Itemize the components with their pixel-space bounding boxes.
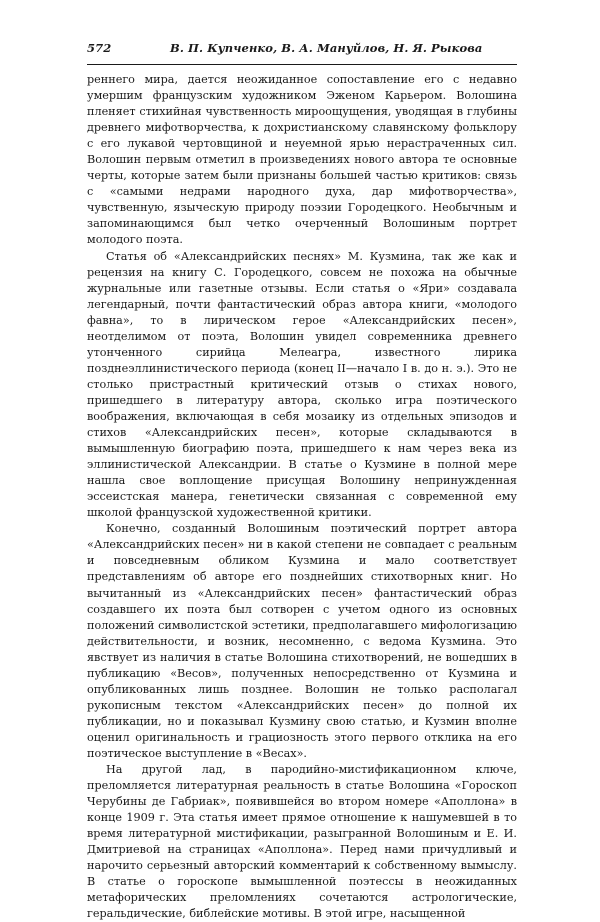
page-number: 572 — [87, 41, 112, 55]
header-rule — [87, 64, 517, 65]
running-head — [87, 41, 517, 61]
paragraph: реннего мира, дается неожиданное сопоставление его с недавно умершим французским художником Эженом Карьером. Волошина пленяет стихийная чувственность мироощущения, уводящая в глубины древнего мифотворчества, к дохристианскому славянскому фольклору с его лукавой чертовщиной и неуемной ярью нерастраченных сил. Волошин первым отметил в произведениях нового автора те основные черты, которые затем были признаны большей частью критиков: связь с «самыми недрами народного духа, дар мифотворчества», чувственную, языческую природу поэзии Городецкого. Необычным и запоминающимся был четко очерченный Волошиным портрет молодого поэта. — [87, 73, 517, 247]
paragraph: Статья об «Александрийских песнях» М. Кузмина, так же как и рецензия на книгу С. Городецкого, совсем не похожа на обычные журнальные или газетные отзывы. Если статья о «Яри» создавала легендарный, почти фантастический образ автора книги, «молодого фавна», то в лирическом герое «Александрийских песен», неотделимом от поэта, Волошин увидел современника древнего утонченного сирийца Мелеагра, известного лирика позднеэллинистического периода (конец II—начало I в. до н. э.). Это не столько пристрастный критический отзыв о стихах нового, пришедшего в литературу автора, сколько игра поэтического воображения, включающая в себя мозаику из отдельных эпизодов и стихов «Александрийских песен», которые складываются в вымышленную биографию поэта, пришедшего к нам через века из эллинистической Александрии. В статье о Кузмине в полной мере нашла свое воплощение присущая Волошину непринужденная эссеистская манера, генетически связанная с современной ему школой французской художественной критики. — [87, 249, 517, 520]
running-head-authors: В. П. Купченко, В. А. Мануйлов, Н. Я. Рыкова — [170, 41, 483, 55]
paragraph: На другой лад, в пародийно-мистификационном ключе, преломляется литературная реальность в статье Волошина «Гороскоп Черубины де Габриак», появившейся во втором номере «Аполлона» в конце 1909 г. Эта статья имеет прямое отношение к нашумевшей в то время литературной мистификации, разыгранной Волошиным и Е. И. Дмитриевой на страницах «Аполлона». Перед нами причудливый и нарочито серьезный авторский комментарий к собственному вымыслу. В статье о гороскопе вымышленной поэтессы в неожиданных метафорических преломлениях сочетаются астрологические, геральдические, библейские мотивы. В этой игре, насыщенной — [87, 763, 517, 921]
body-text — [87, 72, 517, 922]
paragraph: Конечно, созданный Волошиным поэтический портрет автора «Александрийских песен» ни в какой степени не совпадает с реальным и повседневным обликом Кузмина и мало соответствует представлениям об авторе его позднейших стихотворных книг. Но вычитанный из «Александрийских песен» фантастический образ создавшего их поэта был сотворен с учетом одного из основных положений символистской эстетики, предполагавшего мифологизацию действительности, и возник, несомненно, с ведома Кузмина. Это явствует из наличия в статье Волошина стихотворений, не вошедших в публикацию «Весов», полученных непосредственно от Кузмина и опубликованных лишь позднее. Волошин не только располагал рукописным текстом «Александрийских песен» до полной их публикации, но и показывал Кузмину свою статью, и Кузмин вполне оценил оригинальность и грациозность этого первого отклика на его поэтическое выступление в «Весах». — [87, 522, 517, 760]
